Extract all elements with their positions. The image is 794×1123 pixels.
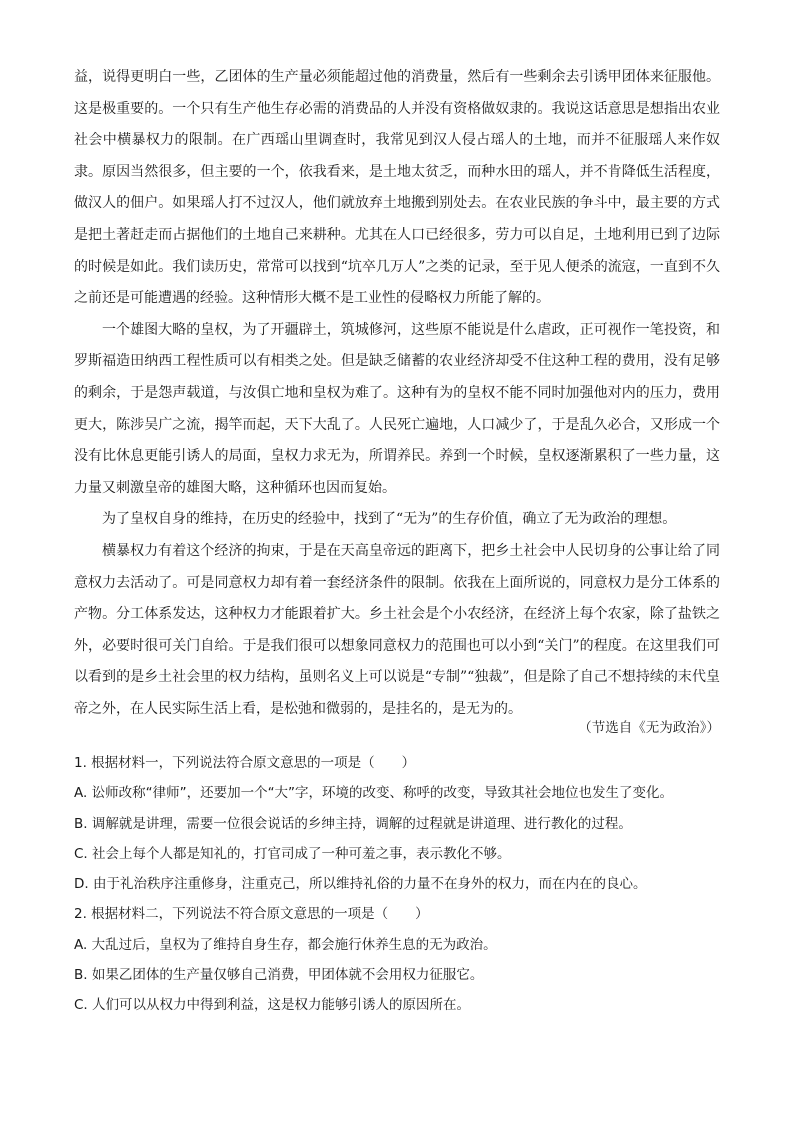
passage-paragraph-3: 为了皇权自身的维持，在历史的经验中，找到了“无为”的生存价值，确立了无为政治的理想。 bbox=[102, 511, 677, 528]
passage-paragraph-4: 横暴权力有着这个经济的拘束，于是在天高皇帝远的距离下，把乡土社会中人民切身的公事让给了同意权力去活动了。可是同意权力却有着一套经济条件的限制。依我在上面所说的，同意权力是分工体系的产物。分工体系发达，这种权力才能跟着扩大。乡土社会是个小农经济，在经济上每个农家，除了盐铁之外，必要时很可关门自给。于是我们很可以想象同意权力的范围也可以小到“关门”的程度。在这里我们可以看到的是乡土社会里的权力结构，虽则名义上可以说是“专制”“独裁”，但是除了自己不想持续的末代皇帝之外，在人民实际生活上看，是松弛和微弱的，是挂名的，是无为的。 bbox=[74, 542, 720, 717]
question-list bbox=[74, 748, 734, 1021]
passage-paragraph-2: 一个雄图大略的皇权，为了开疆辟土，筑城修河，这些原不能说是什么虐政，正可视作一笔投资，和罗斯福造田纳西工程性质可以有相类之处。但是缺乏储蓄的农业经济却受不住这种工程的费用，没有足够的剩余，于是怨声载道，与汝俱亡地和皇权为难了。这种有为的皇权不能不同时加强他对内的压力，费用更大，陈涉吴广之流，揭竿而起，天下大乱了。人民死亡遍地，人口减少了，于是乱久必合，又形成一个没有比休息更能引诱人的局面，皇权力求无为，所谓养民。养到一个时候，皇权逐渐累积了一些力量，这力量又刺激皇帝的雄图大略，这种循环也因而复始。 bbox=[74, 321, 720, 496]
passage-source: （节选自《无为政治》） bbox=[578, 720, 720, 736]
question-2-option-b: B. 如果乙团体的生产量仅够自己消费，甲团体就不会用权力征服它。 bbox=[74, 967, 484, 984]
question-1-option-d: D. 由于礼治秩序注重修身，注重克己，所以维持礼俗的力量不在身外的权力，而在内在的良心。 bbox=[74, 876, 647, 893]
question-1-stem: 1. 根据材料一，下列说法符合原文意思的一项是（ ） bbox=[74, 755, 416, 771]
question-2-option-a: A. 大乱过后，皇权为了维持自身生存，都会施行休养生息的无为政治。 bbox=[74, 936, 497, 953]
question-2-stem: 2. 根据材料二，下列说法不符合原文意思的一项是（ ） bbox=[74, 906, 429, 923]
question-1-option-a: A. 讼师改称“律师”，还要加一个“大”字，环境的改变、称呼的改变，导致其社会地位也发生了变化。 bbox=[74, 785, 674, 802]
passage-paragraph-1: 益，说得更明白一些，乙团体的生产量必须能超过他的消费量，然后有一些剩余去引诱甲团体来征服他。这是极重要的。一个只有生产他生存必需的消费品的人并没有资格做奴隶的。我说这话意思是想指出农业社会中横暴权力的限制。在广西瑶山里调查时，我常见到汉人侵占瑶人的土地，而并不征服瑶人来作奴隶。原因当然很多，但主要的一个，依我看来，是土地太贫乏，而种水田的瑶人，并不肯降低生活程度，做汉人的佃户。如果瑶人打不过汉人，他们就放弃土地搬到别处去。在农业民族的争斗中，最主要的方式是把土著赶走而占据他们的土地自己来耕种。尤其在人口已经很多，劳力可以自足，土地利用已到了边际的时候是如此。我们读历史，常常可以找到“坑卒几万人”之类的记录，至于见人便杀的流寇，一直到不久之前还是可能遭遇的经验。这种情形大概不是工业性的侵略权力所能了解的。 bbox=[74, 69, 720, 307]
question-2-option-c: C. 人们可以从权力中得到利益，这是权力能够引诱人的原因所在。 bbox=[74, 997, 471, 1014]
passage bbox=[74, 62, 720, 725]
question-1-option-c: C. 社会上每个人都是知礼的，打官司成了一种可羞之事，表示教化不够。 bbox=[74, 845, 511, 862]
question-1-option-b: B. 调解就是讲理，需要一位很会说话的乡绅主持，调解的过程就是讲道理、进行教化的过程。 bbox=[74, 815, 632, 832]
